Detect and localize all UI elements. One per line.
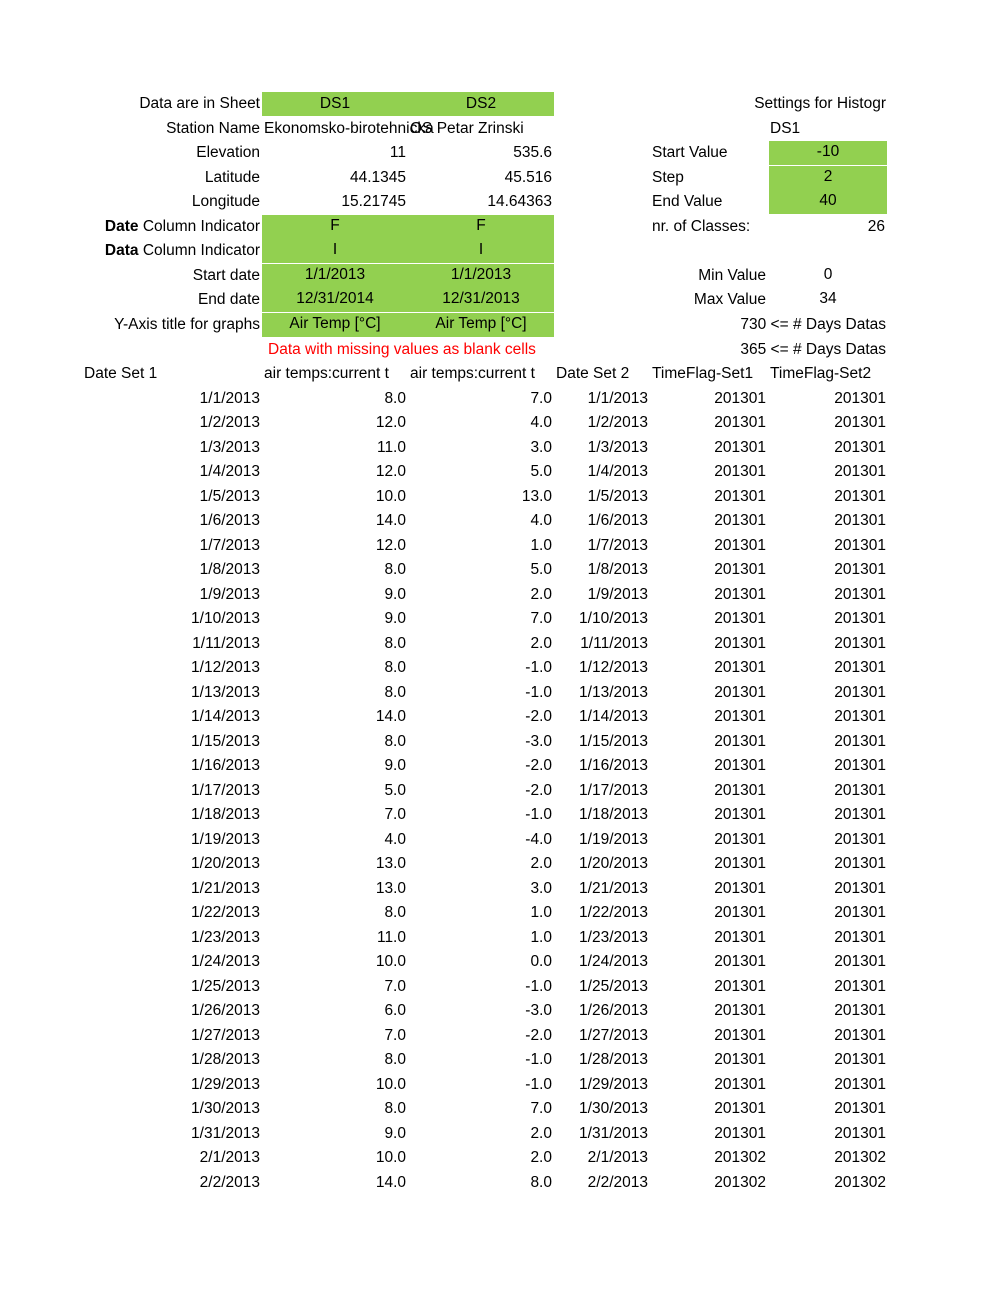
air2-cell[interactable]: 3.0 — [530, 438, 552, 456]
date1-cell[interactable]: 1/26/2013 — [191, 1002, 260, 1019]
timeflag2-cell[interactable]: 201301 — [834, 561, 886, 578]
classes-value: 26 — [867, 218, 885, 235]
date1-cell[interactable]: 1/8/2013 — [199, 561, 260, 578]
date2-cell[interactable]: 1/30/2013 — [579, 1100, 648, 1117]
timeflag1-cell[interactable]: 201301 — [714, 389, 766, 407]
air2-cell[interactable]: -2.0 — [525, 757, 552, 774]
timeflag2-cell[interactable]: 201301 — [834, 634, 886, 652]
date1-cell[interactable]: 1/1/2013 — [199, 389, 260, 407]
end-value-cell[interactable]: 40 — [769, 190, 887, 214]
air2-cell[interactable]: 0.0 — [530, 953, 552, 970]
date2-cell[interactable]: 1/13/2013 — [579, 683, 648, 701]
air2-cell[interactable]: 7.0 — [530, 1100, 552, 1117]
date2-cell[interactable]: 1/27/2013 — [579, 1026, 648, 1044]
date1-cell[interactable]: 1/14/2013 — [191, 708, 260, 725]
ds2-cell[interactable]: DS2 — [408, 92, 554, 116]
air1-cell[interactable]: 4.0 — [384, 830, 406, 848]
date1-cell[interactable]: 1/3/2013 — [199, 438, 260, 456]
air2-cell[interactable]: -1.0 — [525, 1075, 552, 1093]
air1-cell[interactable]: 8.0 — [384, 389, 406, 407]
timeflag1-cell[interactable]: 201301 — [714, 683, 766, 701]
date2-cell[interactable]: 1/25/2013 — [579, 977, 648, 995]
date2-cell[interactable]: 1/11/2013 — [580, 634, 648, 652]
timeflag1-cell[interactable]: 201301 — [714, 463, 766, 480]
timeflag2-cell[interactable]: 201301 — [834, 487, 886, 505]
date2-cell[interactable]: 1/8/2013 — [587, 561, 648, 578]
date1-cell[interactable]: 1/29/2013 — [191, 1075, 260, 1093]
timeflag1-cell[interactable]: 201301 — [714, 904, 766, 921]
max-value-label: Max Value — [693, 291, 766, 308]
timeflag1-cell[interactable]: 201301 — [714, 634, 766, 652]
table-row — [0, 901, 1000, 925]
air2-cell[interactable]: 2.0 — [530, 1124, 552, 1142]
date1-cell[interactable]: 1/30/2013 — [191, 1100, 260, 1117]
table-row — [0, 436, 1000, 460]
timeflag1-cell[interactable]: 201301 — [714, 781, 766, 799]
date2-cell[interactable]: 1/28/2013 — [579, 1051, 648, 1068]
air1-cell[interactable]: 8.0 — [384, 1051, 406, 1068]
timeflag2-cell[interactable]: 201301 — [834, 977, 886, 995]
date1-cell[interactable]: 1/18/2013 — [191, 806, 260, 823]
table-row — [0, 999, 1000, 1023]
date1-cell[interactable]: 1/9/2013 — [199, 585, 260, 603]
air1-cell[interactable]: 6.0 — [384, 1002, 406, 1019]
min-value: 0 — [823, 266, 833, 283]
date-col-rest: Column Indicator — [138, 218, 260, 235]
air1-cell[interactable]: 12.0 — [375, 463, 406, 480]
timeflag2-cell[interactable]: 201301 — [834, 830, 886, 848]
date1-cell[interactable]: 1/2/2013 — [199, 414, 260, 431]
longitude1-cell[interactable]: 15.21745 — [341, 193, 406, 210]
table-row — [0, 1073, 1000, 1097]
timeflag2-cell[interactable]: 201301 — [834, 438, 886, 456]
air1-cell[interactable]: 7.0 — [384, 1026, 406, 1044]
end-date-label: End date — [197, 291, 260, 308]
table-row — [0, 828, 1000, 852]
air1-cell[interactable]: 8.0 — [384, 683, 406, 701]
timeflag1-cell[interactable]: 201301 — [714, 1100, 766, 1117]
end-date2-cell[interactable]: 12/31/2013 — [408, 288, 554, 312]
air1-cell[interactable]: 12.0 — [375, 536, 406, 554]
timeflag2-cell[interactable]: 201301 — [834, 389, 886, 407]
timeflag2-cell[interactable]: 201301 — [834, 732, 886, 750]
air1-cell[interactable]: 9.0 — [384, 585, 406, 603]
date1-cell[interactable]: 1/15/2013 — [191, 732, 260, 750]
date1-cell[interactable]: 1/12/2013 — [191, 659, 260, 676]
timeflag2-cell[interactable]: 201301 — [834, 855, 886, 872]
station1-cell[interactable]: Ekonomsko-birotehnicka — [264, 120, 434, 137]
air1-cell[interactable]: 9.0 — [384, 1124, 406, 1142]
air2-cell[interactable]: 1.0 — [530, 904, 552, 921]
yaxis1-cell[interactable]: Air Temp [°C] — [262, 313, 408, 337]
start-date1-cell[interactable]: 1/1/2013 — [262, 264, 408, 288]
table-row — [0, 1048, 1000, 1072]
table-row — [0, 607, 1000, 631]
air2-cell[interactable]: 7.0 — [530, 389, 552, 407]
yaxis-title-label: Y-Axis title for graphs — [114, 316, 260, 333]
air1-cell[interactable]: 13.0 — [375, 855, 406, 872]
yaxis2-cell[interactable]: Air Temp [°C] — [408, 313, 554, 337]
table-row — [0, 558, 1000, 582]
timeflag2-cell[interactable]: 201301 — [834, 414, 886, 431]
date1-cell[interactable]: 1/19/2013 — [191, 830, 260, 848]
timeflag1-cell[interactable]: 201301 — [714, 1051, 766, 1068]
date1-cell[interactable]: 1/13/2013 — [191, 683, 260, 701]
timeflag2-cell[interactable]: 201301 — [834, 1100, 886, 1117]
air2-cell[interactable]: 2.0 — [530, 1149, 552, 1166]
air2-cell[interactable]: 4.0 — [530, 414, 552, 431]
timeflag2-cell[interactable]: 201301 — [834, 536, 886, 554]
timeflag1-cell[interactable]: 201301 — [714, 830, 766, 848]
latitude-label: Latitude — [204, 169, 260, 186]
date2-cell[interactable]: 1/9/2013 — [587, 585, 648, 603]
date2-cell[interactable]: 2/2/2013 — [587, 1173, 648, 1191]
timeflag2-cell[interactable]: 201301 — [834, 904, 886, 921]
table-row — [0, 1146, 1000, 1170]
start-value-cell[interactable]: -10 — [769, 141, 887, 165]
timeflag1-cell[interactable]: 201301 — [714, 610, 766, 627]
timeflag1-cell[interactable]: 201301 — [714, 1075, 766, 1093]
date2-cell[interactable]: 1/10/2013 — [579, 610, 648, 627]
station-name-label: Station Name — [166, 120, 260, 137]
air1-cell[interactable]: 10.0 — [375, 953, 406, 970]
timeflag1-cell[interactable]: 201301 — [714, 438, 766, 456]
data-col-bold: Data — [104, 242, 139, 259]
col-header-air2[interactable]: air temps:current t — [410, 365, 535, 382]
table-row — [0, 705, 1000, 729]
timeflag2-cell[interactable]: 201301 — [834, 1002, 886, 1019]
timeflag2-cell[interactable]: 201301 — [834, 953, 886, 970]
table-row — [0, 387, 1000, 411]
max-value: 34 — [819, 290, 837, 307]
timeflag1-cell[interactable]: 201301 — [714, 1124, 766, 1142]
timeflag1-cell[interactable]: 201301 — [714, 855, 766, 872]
date2-cell[interactable]: 1/22/2013 — [579, 904, 648, 921]
table-row — [0, 460, 1000, 484]
missing-values-note: Data with missing values as blank cells — [268, 341, 536, 358]
air1-cell[interactable]: 10.0 — [375, 1149, 406, 1166]
date1-cell[interactable]: 1/5/2013 — [199, 487, 260, 505]
air2-cell[interactable]: -4.0 — [525, 830, 552, 848]
air1-cell[interactable]: 8.0 — [384, 904, 406, 921]
timeflag1-cell[interactable]: 201301 — [714, 879, 766, 897]
date1-cell[interactable]: 1/7/2013 — [199, 536, 260, 554]
classes-label: nr. of Classes: — [652, 218, 751, 235]
settings-sheet: DS1 — [770, 120, 801, 137]
end-date1-cell[interactable]: 12/31/2014 — [262, 288, 408, 312]
timeflag2-cell[interactable]: 201301 — [834, 659, 886, 676]
air2-cell[interactable]: 1.0 — [530, 536, 552, 554]
date1-cell[interactable]: 1/21/2013 — [191, 879, 260, 897]
data-sheet-label: Data are in Sheet — [139, 95, 260, 112]
date2-cell[interactable]: 1/1/2013 — [587, 389, 648, 407]
station2-cell[interactable]: OS Petar Zrinski — [410, 120, 524, 137]
date1-cell[interactable]: 1/11/2013 — [192, 634, 260, 652]
date2-cell[interactable]: 1/24/2013 — [579, 953, 648, 970]
timeflag2-cell[interactable]: 201301 — [834, 928, 886, 946]
air1-cell[interactable]: 9.0 — [384, 757, 406, 774]
timeflag1-cell[interactable]: 201301 — [714, 659, 766, 676]
timeflag1-cell[interactable]: 201301 — [714, 487, 766, 505]
col-header-air1[interactable]: air temps:current t — [264, 365, 389, 382]
date2-cell[interactable]: 1/19/2013 — [579, 830, 648, 848]
timeflag1-cell[interactable]: 201301 — [714, 708, 766, 725]
longitude2-cell[interactable]: 14.64363 — [487, 193, 552, 210]
table-row — [0, 852, 1000, 876]
date2-cell[interactable]: 1/4/2013 — [587, 463, 648, 480]
air2-cell[interactable]: 5.0 — [530, 463, 552, 480]
data-col-rest: Column Indicator — [138, 242, 260, 259]
date2-cell[interactable]: 1/17/2013 — [579, 781, 648, 799]
timeflag1-cell[interactable]: 201301 — [714, 806, 766, 823]
air2-cell[interactable]: 4.0 — [530, 512, 552, 529]
air1-cell[interactable]: 8.0 — [384, 659, 406, 676]
data-col1-cell[interactable]: I — [262, 239, 408, 263]
date1-cell[interactable]: 2/1/2013 — [199, 1149, 260, 1166]
table-row — [0, 1024, 1000, 1048]
table-row — [0, 485, 1000, 509]
timeflag2-cell[interactable]: 201301 — [834, 683, 886, 701]
timeflag2-cell[interactable]: 201301 — [834, 806, 886, 823]
air2-cell[interactable]: -1.0 — [525, 806, 552, 823]
date2-cell[interactable]: 1/3/2013 — [587, 438, 648, 456]
date1-cell[interactable]: 1/17/2013 — [191, 781, 260, 799]
table-row — [0, 803, 1000, 827]
timeflag1-cell[interactable]: 201301 — [714, 1026, 766, 1044]
table-row — [0, 583, 1000, 607]
date2-cell[interactable]: 1/15/2013 — [579, 732, 648, 750]
elevation2-cell[interactable]: 535.6 — [513, 144, 552, 161]
date2-cell[interactable]: 1/26/2013 — [579, 1002, 648, 1019]
air1-cell[interactable]: 7.0 — [384, 977, 406, 995]
date2-cell[interactable]: 1/7/2013 — [587, 536, 648, 554]
timeflag2-cell[interactable]: 201301 — [834, 610, 886, 627]
timeflag1-cell[interactable]: 201301 — [714, 953, 766, 970]
start-value-label: Start Value — [652, 144, 728, 161]
air2-cell[interactable]: -1.0 — [525, 1051, 552, 1068]
data-col2-cell[interactable]: I — [408, 239, 554, 263]
air2-cell[interactable]: -3.0 — [525, 1002, 552, 1019]
air2-cell[interactable]: -1.0 — [525, 977, 552, 995]
table-row — [0, 926, 1000, 950]
table-row — [0, 1097, 1000, 1121]
table-row — [0, 1122, 1000, 1146]
timeflag2-cell[interactable]: 201301 — [834, 1051, 886, 1068]
timeflag1-cell[interactable]: 201301 — [714, 561, 766, 578]
longitude-label: Longitude — [191, 193, 260, 210]
table-row — [0, 950, 1000, 974]
start-date-label: Start date — [192, 267, 260, 284]
timeflag2-cell[interactable]: 201302 — [834, 1149, 886, 1166]
date-col-bold: Date — [104, 218, 139, 235]
timeflag2-cell[interactable]: 201301 — [834, 1075, 886, 1093]
table-row — [0, 656, 1000, 680]
air2-cell[interactable]: 8.0 — [530, 1173, 552, 1191]
date2-cell[interactable]: 1/16/2013 — [579, 757, 648, 774]
days-check-2: 365 <= # Days Datas — [740, 341, 886, 358]
table-row — [0, 779, 1000, 803]
air1-cell[interactable]: 7.0 — [384, 806, 406, 823]
air1-cell[interactable]: 8.0 — [384, 732, 406, 750]
date1-cell[interactable]: 1/4/2013 — [199, 463, 260, 480]
date1-cell[interactable]: 2/2/2013 — [199, 1173, 260, 1191]
date1-cell[interactable]: 1/16/2013 — [191, 757, 260, 774]
air1-cell[interactable]: 11.0 — [376, 438, 406, 456]
col-header-timeflag1[interactable]: TimeFlag-Set1 — [652, 365, 754, 382]
date-col1-cell[interactable]: F — [262, 215, 408, 239]
table-row — [0, 975, 1000, 999]
timeflag1-cell[interactable]: 201301 — [714, 928, 766, 946]
air2-cell[interactable]: 7.0 — [530, 610, 552, 627]
table-row — [0, 509, 1000, 533]
timeflag1-cell[interactable]: 201301 — [714, 977, 766, 995]
elevation-label: Elevation — [196, 144, 260, 161]
air2-cell[interactable]: -2.0 — [525, 781, 552, 799]
timeflag1-cell[interactable]: 201301 — [714, 732, 766, 750]
settings-title: Settings for Histogr — [754, 95, 886, 112]
air2-cell[interactable]: -3.0 — [525, 732, 552, 750]
col-header-timeflag2[interactable]: TimeFlag-Set2 — [770, 365, 872, 382]
air2-cell[interactable]: 13.0 — [521, 487, 552, 505]
table-row — [0, 1171, 1000, 1195]
air2-cell[interactable]: 2.0 — [530, 585, 552, 603]
elevation1-cell[interactable]: 11 — [389, 144, 406, 161]
air2-cell[interactable]: -1.0 — [525, 659, 552, 676]
table-row — [0, 632, 1000, 656]
timeflag2-cell[interactable]: 201301 — [834, 781, 886, 799]
timeflag1-cell[interactable]: 201301 — [714, 757, 766, 774]
table-row — [0, 534, 1000, 558]
air1-cell[interactable]: 12.0 — [375, 414, 406, 431]
timeflag1-cell[interactable]: 201302 — [714, 1173, 766, 1191]
latitude1-cell[interactable]: 44.1345 — [349, 169, 406, 186]
timeflag2-cell[interactable]: 201302 — [834, 1173, 886, 1191]
timeflag2-cell[interactable]: 201301 — [834, 757, 886, 774]
days-check-1: 730 <= # Days Datas — [740, 316, 886, 333]
table-row — [0, 754, 1000, 778]
table-row — [0, 411, 1000, 435]
date2-cell[interactable]: 1/6/2013 — [587, 512, 648, 529]
step-cell[interactable]: 2 — [769, 166, 887, 190]
date1-cell[interactable]: 1/22/2013 — [191, 904, 260, 921]
air1-cell[interactable]: 10.0 — [375, 487, 406, 505]
air1-cell[interactable]: 13.0 — [375, 879, 406, 897]
air2-cell[interactable]: -1.0 — [525, 683, 552, 701]
date1-cell[interactable]: 1/25/2013 — [191, 977, 260, 995]
start-date2-cell[interactable]: 1/1/2013 — [408, 264, 554, 288]
timeflag2-cell[interactable]: 201301 — [834, 879, 886, 897]
date2-cell[interactable]: 1/20/2013 — [579, 855, 648, 872]
air1-cell[interactable]: 11.0 — [376, 928, 406, 946]
air2-cell[interactable]: -2.0 — [525, 708, 552, 725]
timeflag2-cell[interactable]: 201301 — [834, 463, 886, 480]
air1-cell[interactable]: 8.0 — [384, 561, 406, 578]
min-value-label: Min Value — [698, 267, 766, 284]
date2-cell[interactable]: 1/12/2013 — [579, 659, 648, 676]
date2-cell[interactable]: 1/5/2013 — [587, 487, 648, 505]
air1-cell[interactable]: 10.0 — [375, 1075, 406, 1093]
timeflag2-cell[interactable]: 201301 — [834, 708, 886, 725]
step-label: Step — [652, 169, 684, 186]
date1-cell[interactable]: 1/10/2013 — [191, 610, 260, 627]
air2-cell[interactable]: 2.0 — [530, 634, 552, 652]
table-row — [0, 681, 1000, 705]
date1-cell[interactable]: 1/6/2013 — [199, 512, 260, 529]
table-row — [0, 877, 1000, 901]
data-column-indicator-label — [80, 239, 262, 263]
date1-cell[interactable]: 1/31/2013 — [191, 1124, 260, 1142]
air1-cell[interactable]: 14.0 — [375, 708, 406, 725]
air2-cell[interactable]: -2.0 — [525, 1026, 552, 1044]
timeflag2-cell[interactable]: 201301 — [834, 1026, 886, 1044]
latitude2-cell[interactable]: 45.516 — [504, 169, 552, 186]
timeflag1-cell[interactable]: 201301 — [714, 1002, 766, 1019]
col-header-date-set-1[interactable]: Date Set 1 — [84, 365, 158, 382]
air2-cell[interactable]: 2.0 — [530, 855, 552, 872]
timeflag1-cell[interactable]: 201302 — [714, 1149, 766, 1166]
date2-cell[interactable]: 1/2/2013 — [587, 414, 648, 431]
date1-cell[interactable]: 1/23/2013 — [191, 928, 260, 946]
air1-cell[interactable]: 8.0 — [384, 634, 406, 652]
timeflag1-cell[interactable]: 201301 — [714, 512, 766, 529]
air1-cell[interactable]: 5.0 — [384, 781, 406, 799]
date-column-indicator-label — [80, 215, 262, 239]
date2-cell[interactable]: 1/14/2013 — [579, 708, 648, 725]
col-header-date-set-2[interactable]: Date Set 2 — [556, 365, 630, 382]
date1-cell[interactable]: 1/28/2013 — [191, 1051, 260, 1068]
air1-cell[interactable]: 14.0 — [375, 1173, 406, 1191]
timeflag2-cell[interactable]: 201301 — [834, 1124, 886, 1142]
air2-cell[interactable]: 5.0 — [530, 561, 552, 578]
air1-cell[interactable]: 8.0 — [384, 1100, 406, 1117]
date2-cell[interactable]: 1/18/2013 — [579, 806, 648, 823]
air2-cell[interactable]: 1.0 — [530, 928, 552, 946]
timeflag2-cell[interactable]: 201301 — [834, 512, 886, 529]
air1-cell[interactable]: 9.0 — [384, 610, 406, 627]
timeflag1-cell[interactable]: 201301 — [714, 585, 766, 603]
timeflag2-cell[interactable]: 201301 — [834, 585, 886, 603]
date2-cell[interactable]: 1/31/2013 — [579, 1124, 648, 1142]
end-value-label: End Value — [652, 193, 723, 210]
date1-cell[interactable]: 1/20/2013 — [191, 855, 260, 872]
date2-cell[interactable]: 1/29/2013 — [579, 1075, 648, 1093]
date1-cell[interactable]: 1/24/2013 — [191, 953, 260, 970]
air1-cell[interactable]: 14.0 — [375, 512, 406, 529]
timeflag1-cell[interactable]: 201301 — [714, 536, 766, 554]
date2-cell[interactable]: 1/21/2013 — [579, 879, 648, 897]
ds1-cell[interactable]: DS1 — [262, 92, 408, 116]
date2-cell[interactable]: 1/23/2013 — [579, 928, 648, 946]
date1-cell[interactable]: 1/27/2013 — [191, 1026, 260, 1044]
date-col2-cell[interactable]: F — [408, 215, 554, 239]
table-row — [0, 730, 1000, 754]
date2-cell[interactable]: 2/1/2013 — [587, 1149, 648, 1166]
timeflag1-cell[interactable]: 201301 — [714, 414, 766, 431]
air2-cell[interactable]: 3.0 — [530, 879, 552, 897]
